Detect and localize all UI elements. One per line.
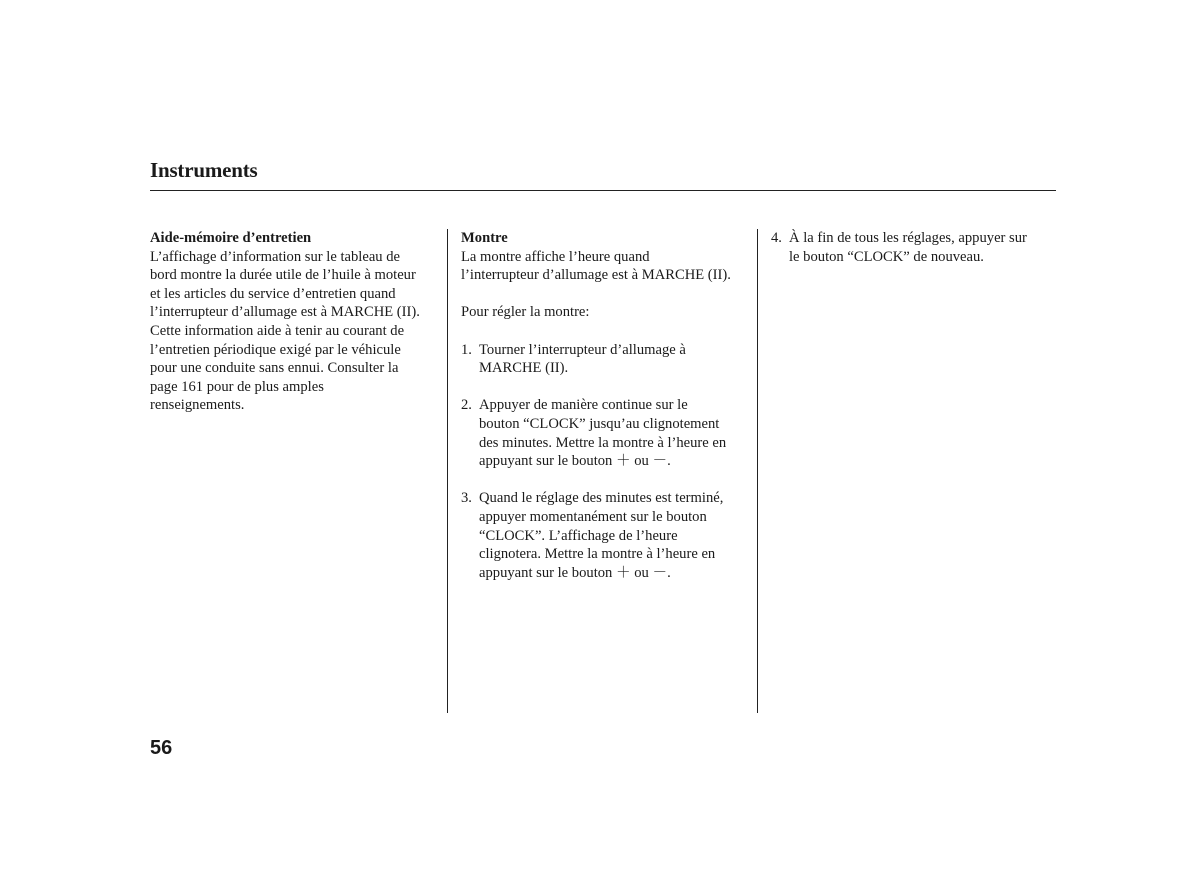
spacer xyxy=(461,471,751,490)
text-line: MARCHE (II). xyxy=(479,360,569,377)
text-line: renseignements. xyxy=(150,397,245,414)
text-line: page 161 pour de plus amples xyxy=(150,378,324,395)
text-line: l’entretien périodique exigé par le véhicule xyxy=(150,341,401,358)
step-number: 1. xyxy=(461,341,472,358)
clock-step-2 xyxy=(461,396,751,470)
text-line: Cette information aide à tenir au courant de xyxy=(150,322,405,339)
clock-section-continued xyxy=(771,229,1056,266)
step-text xyxy=(789,229,1056,266)
step-text xyxy=(479,396,751,470)
text-line: Appuyer de manière continue sur le xyxy=(479,397,688,414)
text-line: Tourner l’interrupteur d’allumage à xyxy=(479,341,686,358)
clock-heading: Montre xyxy=(461,230,508,246)
text-line: appuyer momentanément sur le bouton xyxy=(479,508,707,525)
text-line: Quand le réglage des minutes est terminé, xyxy=(479,490,724,507)
text-line: l’interrupteur d’allumage est à MARCHE (II). xyxy=(150,304,420,321)
maintenance-minder-section xyxy=(150,229,440,415)
text-line: clignotera. Mettre la montre à l’heure en xyxy=(479,546,716,563)
page-number: 56 xyxy=(150,737,173,759)
step-number: 4. xyxy=(771,230,782,246)
text-line: L’affichage d’information sur le tableau de xyxy=(150,248,401,265)
clock-step-3 xyxy=(461,489,751,582)
maintenance-minder-heading: Aide-mémoire d’entretien xyxy=(150,230,312,246)
text-line: le bouton “CLOCK” de nouveau. xyxy=(789,248,984,265)
spacer xyxy=(461,285,751,304)
step-number: 3. xyxy=(461,490,472,507)
clock-intro xyxy=(461,248,751,285)
clock-setup-intro: Pour régler la montre: xyxy=(461,304,590,321)
text-line: des minutes. Mettre la montre à l’heure en xyxy=(479,434,727,451)
spacer xyxy=(461,378,751,397)
text-line: appuyant sur le bouton ＋ ou －. xyxy=(479,453,671,470)
text-line: l’interrupteur d’allumage est à MARCHE (II). xyxy=(461,267,731,284)
text-line: bord montre la durée utile de l’huile à moteur xyxy=(150,267,416,284)
text-line: appuyant sur le bouton ＋ ou －. xyxy=(479,564,671,581)
text-line: et les articles du service d’entretien quand xyxy=(150,285,396,302)
step-text xyxy=(479,341,751,378)
column-divider-right xyxy=(757,229,758,713)
clock-section xyxy=(461,229,751,582)
maintenance-minder-text xyxy=(150,248,440,415)
section-title: Instruments xyxy=(150,158,258,182)
title-divider xyxy=(150,190,1056,191)
clock-step-4 xyxy=(771,229,1056,266)
text-line: pour une conduite sans ennui. Consulter la xyxy=(150,360,399,377)
text-line: “CLOCK”. L’affichage de l’heure xyxy=(479,527,678,544)
column-divider-left xyxy=(447,229,448,713)
step-text xyxy=(479,489,751,582)
text-line: À la fin de tous les réglages, appuyer sur xyxy=(789,230,1027,246)
text-line: bouton “CLOCK” jusqu’au clignotement xyxy=(479,415,720,432)
spacer xyxy=(461,322,751,341)
text-line: La montre affiche l’heure quand xyxy=(461,248,650,265)
clock-step-1 xyxy=(461,341,751,378)
step-number: 2. xyxy=(461,397,472,414)
